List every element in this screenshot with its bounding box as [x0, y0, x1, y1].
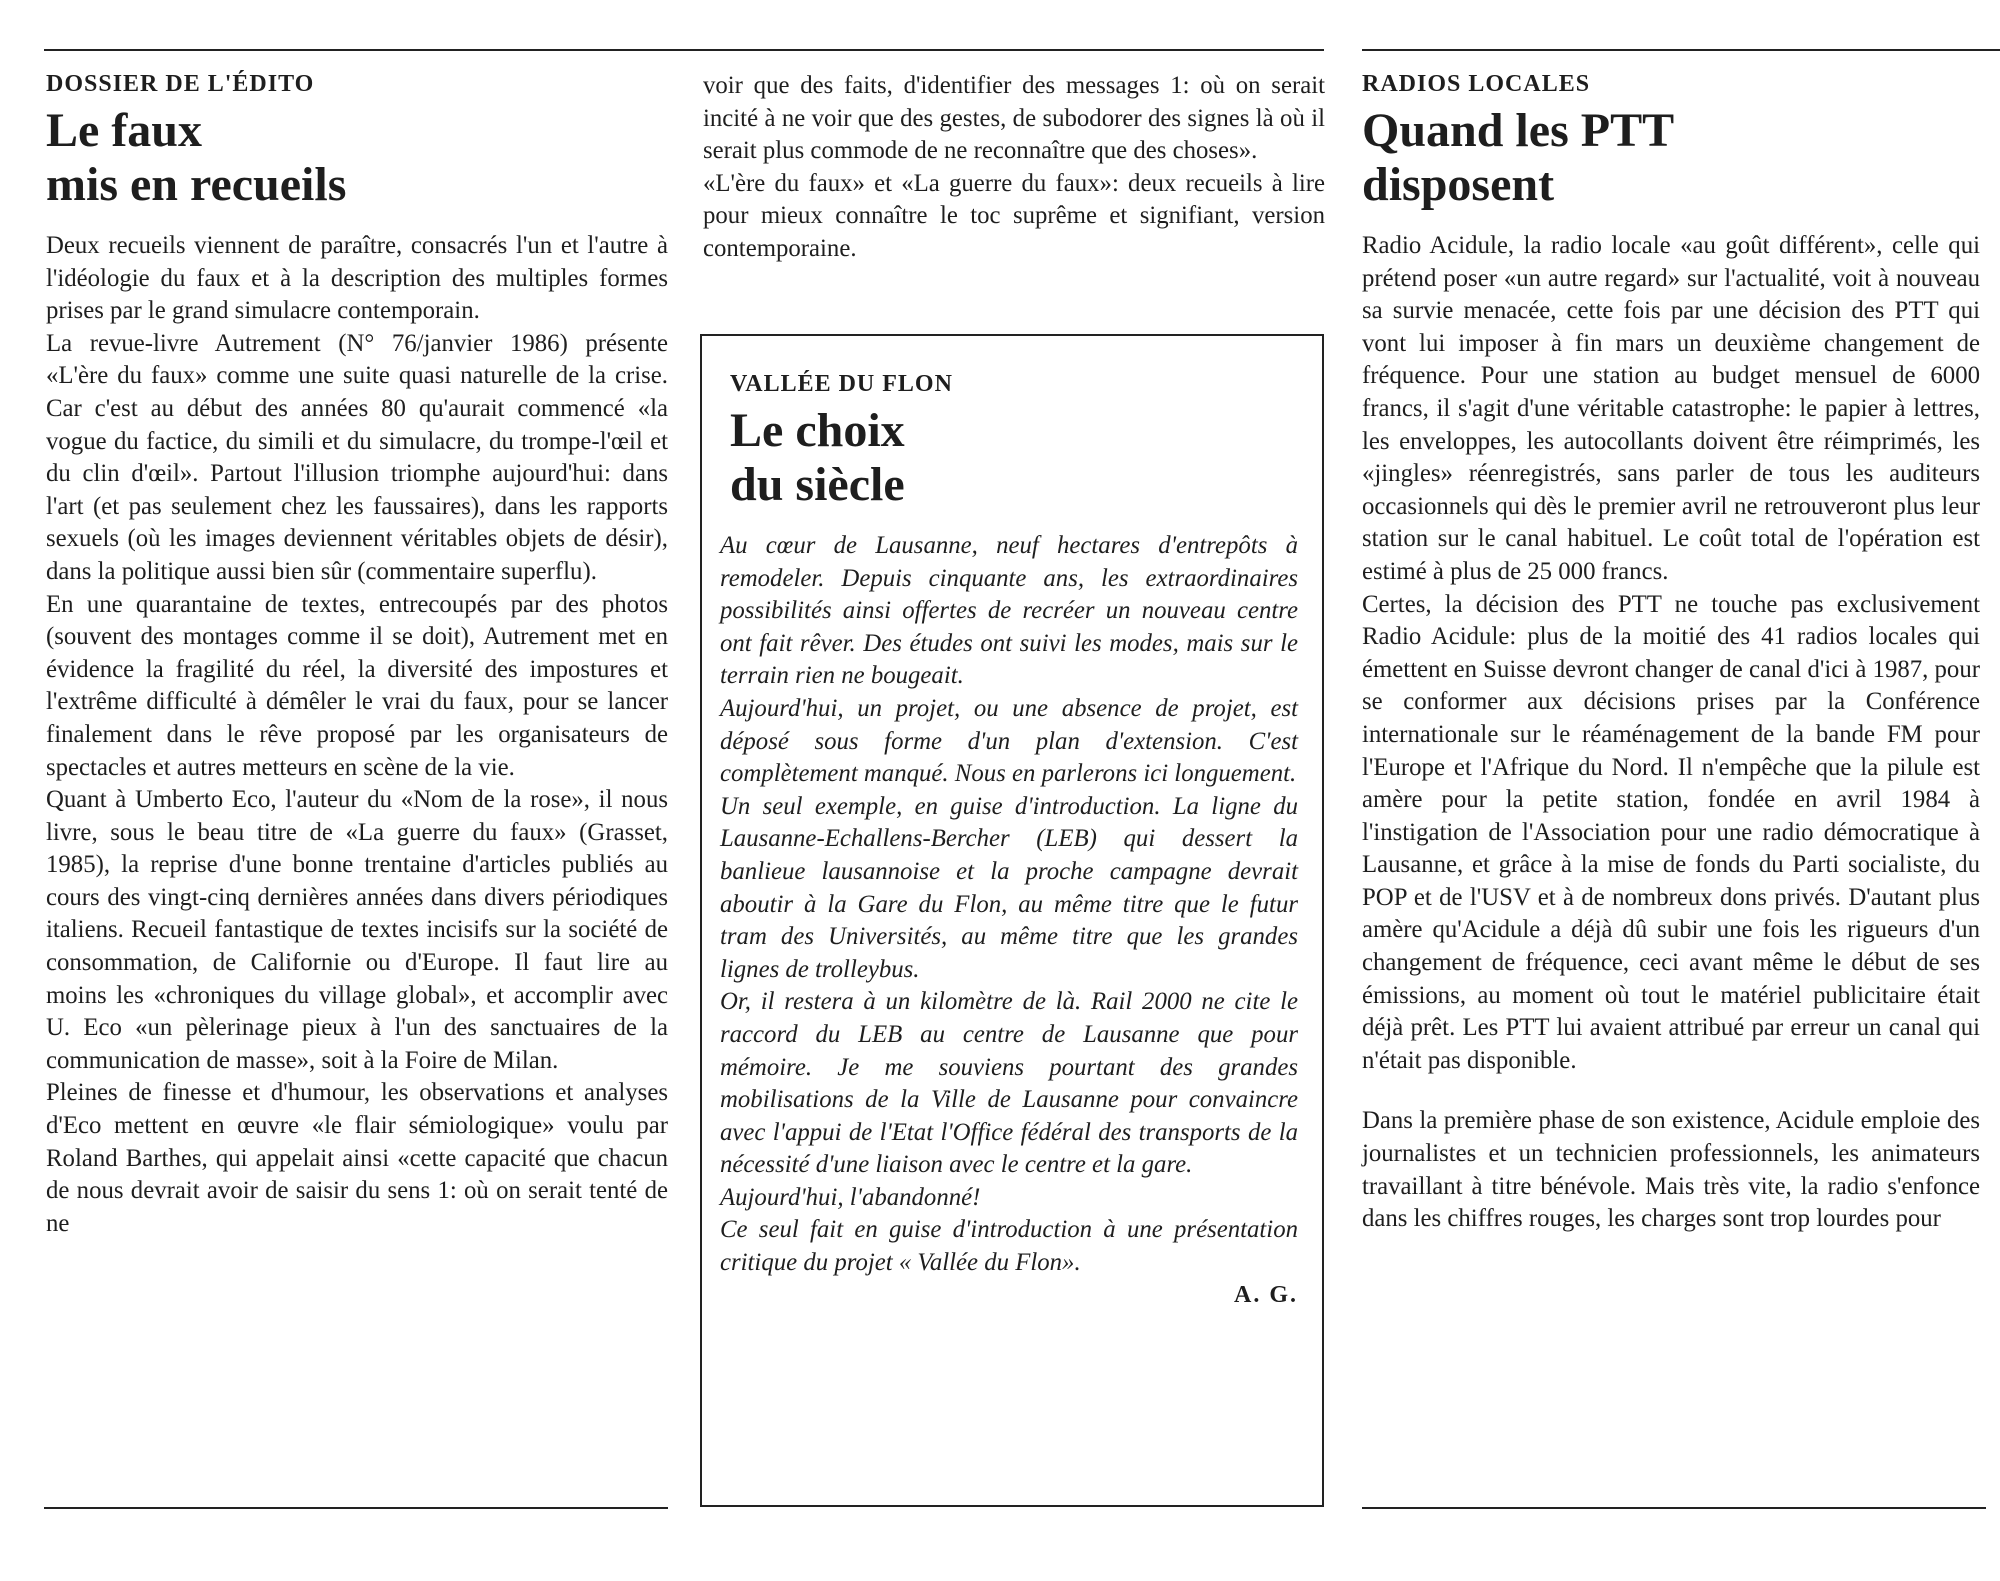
article-body-continued: [703, 70, 1325, 266]
paragraph: Un seul exemple, en guise d'introduction. La ligne du Lausanne-Echallens-Bercher (LEB) qui dessert la banlieue lausannoise et la proche campagne devrait aboutir à la Gare du Flon, au même titre que le futur tram des Universités, au même titre que les grandes lignes de trolleybus.: [720, 792, 1298, 983]
paragraph: «L'ère du faux» et «La guerre du faux»: deux recueils à lire pour mieux connaître le toc suprême et signifiant, version contemporaine.: [703, 169, 1325, 262]
section-kicker: VALLÉE DU FLON: [730, 371, 953, 397]
headline-line-1: Quand les PTT: [1362, 104, 1675, 157]
boxed-article-vallee-du-flon: [700, 334, 1324, 1507]
article-radios-locales: [1362, 72, 1980, 1236]
paragraph: voir que des faits, d'identifier des messages 1: où on serait incité à ne voir que des gestes, de subodorer des signes là où il serait plus commode de ne reconnaître que des choses».: [703, 72, 1325, 165]
article-headline: [730, 404, 1298, 512]
headline-line-2: mis en recueils: [46, 158, 347, 211]
article-body: [720, 530, 1298, 1309]
article-le-faux-continued: [703, 70, 1325, 266]
paragraph: En une quarantaine de textes, entrecoupés par des photos (souvent des montages comme il se doit), Autrement met en évidence la fragilité du réel, la diversité des impostures et l'extrême difficulté à démêler le vrai du faux, pour se lancer finalement dans le rêve proposé par les organisateurs de spectacles et autres metteurs en scène de la vie.: [46, 590, 668, 781]
paragraph: Deux recueils viennent de paraître, consacrés l'un et l'autre à l'idéologie du faux et à la description des multiples formes prises par le grand simulacre contemporain.: [46, 232, 668, 325]
paragraph: La revue-livre Autrement (N° 76/janvier 1986) présente «L'ère du faux» comme une suite quasi naturelle de la crise. Car c'est au début des années 80 qu'aurait commencé «la vogue du factice, du simili et du simulacre, du trompe-l'œil et du clin d'œil». Partout l'illusion triomphe aujourd'hui: dans l'art (et pas seulement chez les faussaires), dans les rapports sexuels (où les images deviennent véritables objets de désir), dans la politique aussi bien sûr (commentaire superflu).: [46, 329, 668, 585]
paragraph: Aujourd'hui, un projet, ou une absence de projet, est déposé sous forme d'un plan d'extension. C'est complètement manqué. Nous en parlerons ici longuement.: [720, 694, 1298, 788]
headline-line-2: disposent: [1362, 158, 1555, 211]
top-rule-left: [44, 49, 1324, 51]
article-headline: [46, 104, 668, 212]
article-headline: [1362, 104, 1980, 212]
paragraph: Dans la première phase de son existence, Acidule emploie des journalistes et un technicien professionnels, les animateurs travaillant à titre bénévole. Mais très vite, la radio s'enfonce dans les chiffres rouges, les charges sont trop lourdes pour: [1362, 1107, 1980, 1233]
bottom-rule-col3: [1362, 1507, 1986, 1509]
author-signature: A. G.: [1234, 1281, 1298, 1308]
top-rule-right: [1362, 49, 2000, 51]
section-kicker: DOSSIER DE L'ÉDITO: [46, 71, 315, 97]
paragraph: Radio Acidule, la radio locale «au goût différent», celle qui prétend poser «un autre regard» sur l'actualité, voit à nouveau sa survie menacée, cette fois par une décision des PTT qui vont lui imposer à fin mars un deuxième changement de fréquence. Pour une station au budget mensuel de 6000 francs, il s'agit d'une véritable catastrophe: le papier à lettres, les enveloppes, les autocollants doivent être réimprimés, les «jingles» réenregistrés, sans parler de tous les auditeurs occasionnels qui dès le premier avril ne retrouveront plus leur station sur le canal habituel. Le coût total de l'opération est estimé à plus de 25 000 francs.: [1362, 232, 1980, 585]
paragraph: Pleines de finesse et d'humour, les observations et analyses d'Eco mettent en œuvre «le flair sémiologique» voulu par Roland Barthes, qui appelait ainsi «cette capacité que chacun de nous devrait avoir de saisir du sens 1: où on serait tenté de ne: [46, 1079, 668, 1237]
headline-line-2: du siècle: [730, 458, 905, 511]
article-body: [1362, 230, 1980, 1236]
headline-line-1: Le choix: [730, 404, 905, 457]
section-kicker: RADIOS LOCALES: [1362, 71, 1591, 97]
headline-line-1: Le faux: [46, 104, 202, 157]
paragraph: Aujourd'hui, l'abandonné!: [720, 1183, 981, 1211]
paragraph: Ce seul fait en guise d'introduction à une présentation critique du projet « Vallée du Flon».: [720, 1216, 1298, 1277]
paragraph: Au cœur de Lausanne, neuf hectares d'entrepôts à remodeler. Depuis cinquante ans, les extraordinaires possibilités ainsi offertes de recréer un nouveau centre ont fait rêver. Des études ont suivi les modes, mais sur le terrain rien ne bougeait.: [720, 532, 1298, 690]
paragraph: Certes, la décision des PTT ne touche pas exclusivement Radio Acidule: plus de la moitié des 41 radios locales qui émettent en Suisse devront changer de canal d'ici à 1987, pour se conformer aux décisions prises par la Conférence internationale sur le réaménagement de la bande FM pour l'Europe et l'Afrique du Nord. Il n'empêche que la pilule est amère pour la petite station, fondée en avril 1984 à l'instigation de l'Association pour une radio démocratique à Lausanne, et grâce à la mise de fonds du Parti socialiste, du POP et de l'USV et à de nombreux dons privés. D'autant plus amère qu'Acidule a déjà dû subir une fois les rigueurs d'un changement de fréquence, ceci avant même le début de ses émissions, au moment où tout le matériel publicitaire était déjà prêt. Les PTT lui avaient attribué par erreur un canal qui n'était pas disponible.: [1362, 590, 1980, 1074]
paragraph: Or, il restera à un kilomètre de là. Rail 2000 ne cite le raccord du LEB au centre de Lausanne que pour mémoire. Je me souviens pourtant des grandes mobilisations de la Ville de Lausanne pour convaincre avec l'appui de l'Etat l'Office fédéral des transports de la nécessité d'une liaison avec le centre et la gare.: [720, 988, 1298, 1179]
paragraph: Quant à Umberto Eco, l'auteur du «Nom de la rose», il nous livre, sous le beau titre de «La guerre du faux» (Grasset, 1985), la reprise d'une bonne trentaine d'articles publiés au cours des vingt-cinq dernières années dans divers périodiques italiens. Recueil fantastique de textes incisifs sur la société de consommation, de Californie ou d'Europe. Il faut lire au moins les «chroniques du village global», et accomplir avec U. Eco «un pèlerinage pieux à l'un des sanctuaires de la communication de masse», soit à la Foire de Milan.: [46, 786, 668, 1074]
article-le-faux: [46, 72, 668, 1240]
article-body: [46, 230, 668, 1240]
bottom-rule-col1: [44, 1507, 668, 1509]
